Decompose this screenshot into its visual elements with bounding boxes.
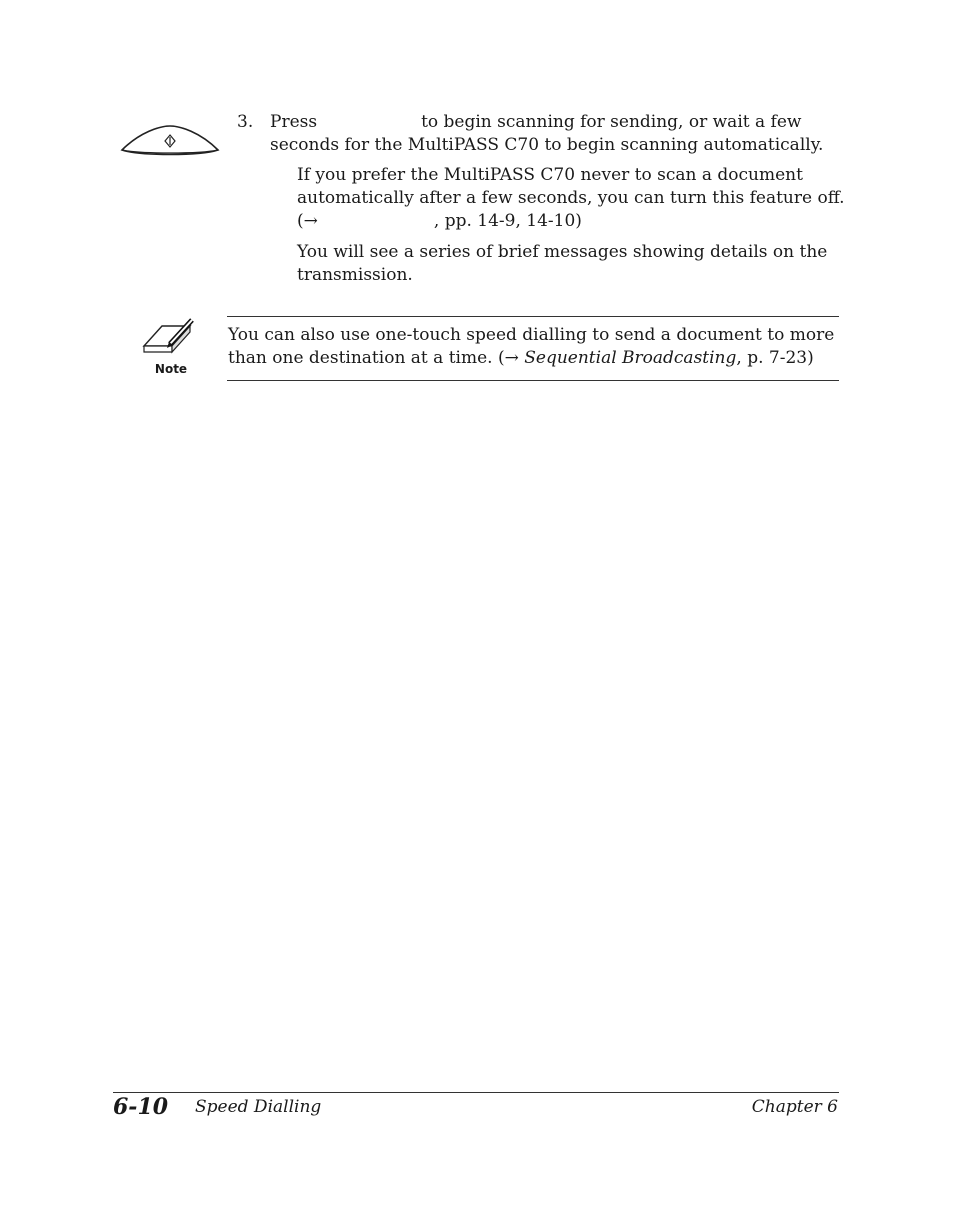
step-line-1-rest: to begin scanning for sending, or wait a few [421,112,802,132]
paragraph-auto-scan [297,164,845,233]
note-label: Note [154,362,188,376]
page-number: 6-10 [113,1094,169,1120]
note-reference: Sequential Broadcasting [524,348,737,368]
note-bottom-rule [227,380,839,381]
footer-section-title: Speed Dialling [195,1097,322,1117]
note-text [228,324,834,370]
note-line-1: You can also use one-touch speed dialling to send a document to more [228,325,835,345]
step-line-2: seconds for the MultiPASS C70 to begin scanning automatically. [270,135,824,155]
paragraph-auto-scan-line-1: If you prefer the MultiPASS C70 never to scan a document [297,165,803,185]
ref-pages: , pp. 14-9, 14-10) [433,211,582,231]
paragraph-messages-line-2: transmission. [297,265,413,285]
paragraph-auto-scan-ref [297,210,845,233]
note-line-2: than one destination at a time. (→ Sequential Broadcasting, p. 7-23) [228,348,814,368]
note-top-rule [227,316,839,317]
note-pencil-icon [140,318,198,362]
footer-chapter: Chapter 6 [751,1097,838,1117]
start-key-icon [120,124,220,158]
paragraph-messages-line-1: You will see a series of brief messages showing details on the [297,242,828,262]
footer-rule [113,1092,839,1093]
step-number: 3. [237,112,254,132]
paragraph-auto-scan-line-2: automatically after a few seconds, you can turn this feature off. [297,188,845,208]
paragraph-messages [297,241,827,287]
press-word: Press [270,112,318,132]
step-line-1 [270,111,801,134]
ref-open: (→ [297,211,318,231]
